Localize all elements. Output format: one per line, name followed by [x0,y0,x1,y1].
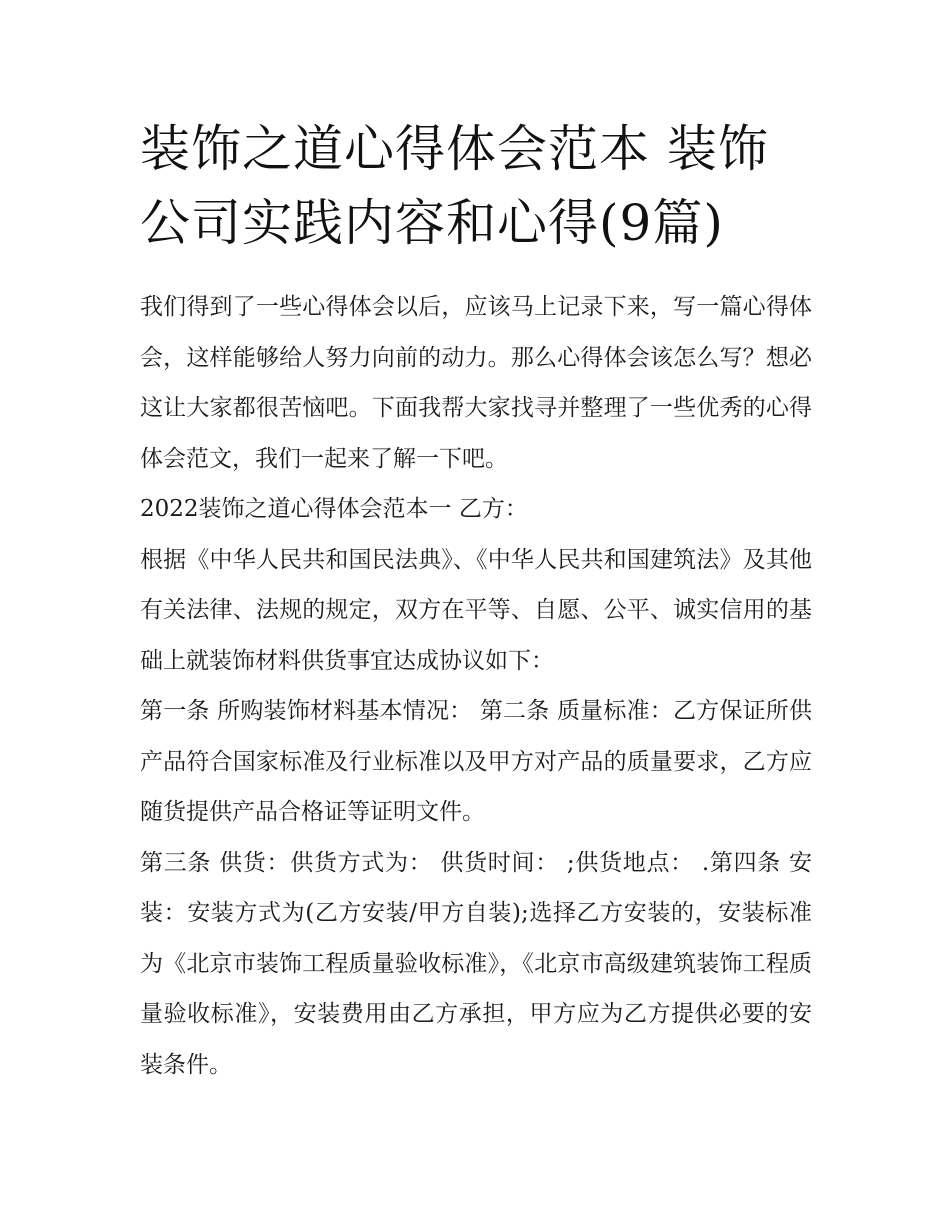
article-three-four-paragraph: 第三条 供货：供货方式为： 供货时间： ;供货地点： .第四条 安装：安装方式为(乙方安装/甲方自装);选择乙方安装的，安装标准为《北京市装饰工程质量验收标准》，《北京市高级建筑装饰工程质量验收标准》，安装费用由乙方承担，甲方应为乙方提供必要的安装条件。 [140,849,812,1078]
section-heading-paragraph: 2022装饰之道心得体会范本一 乙方： [140,496,528,522]
article-one-two-paragraph: 第一条 所购装饰材料基本情况： 第二条 质量标准：乙方保证所供产品符合国家标准及行业标准以及甲方对产品的质量要求，乙方应随货提供产品合格证等证明文件。 [140,698,812,825]
intro-paragraph: 我们得到了一些心得体会以后，应该马上记录下来，写一篇心得体会，这样能够给人努力向前的动力。那么心得体会该怎么写？想必这让大家都很苦恼吧。下面我帮大家找寻并整理了一些优秀的心得体会范文，我们一起来了解一下吧。 [140,294,812,472]
document-page [140,112,812,1090]
document-title: 装饰之道心得体会范本 装饰公司实践内容和心得(9篇) [140,120,769,252]
legal-basis-paragraph: 根据《中华人民共和国民法典》、《中华人民共和国建筑法》及其他有关法律、法规的规定，双方在平等、自愿、公平、诚实信用的基础上就装饰材料供货事宜达成协议如下： [140,546,812,674]
title-spacer [140,260,812,282]
